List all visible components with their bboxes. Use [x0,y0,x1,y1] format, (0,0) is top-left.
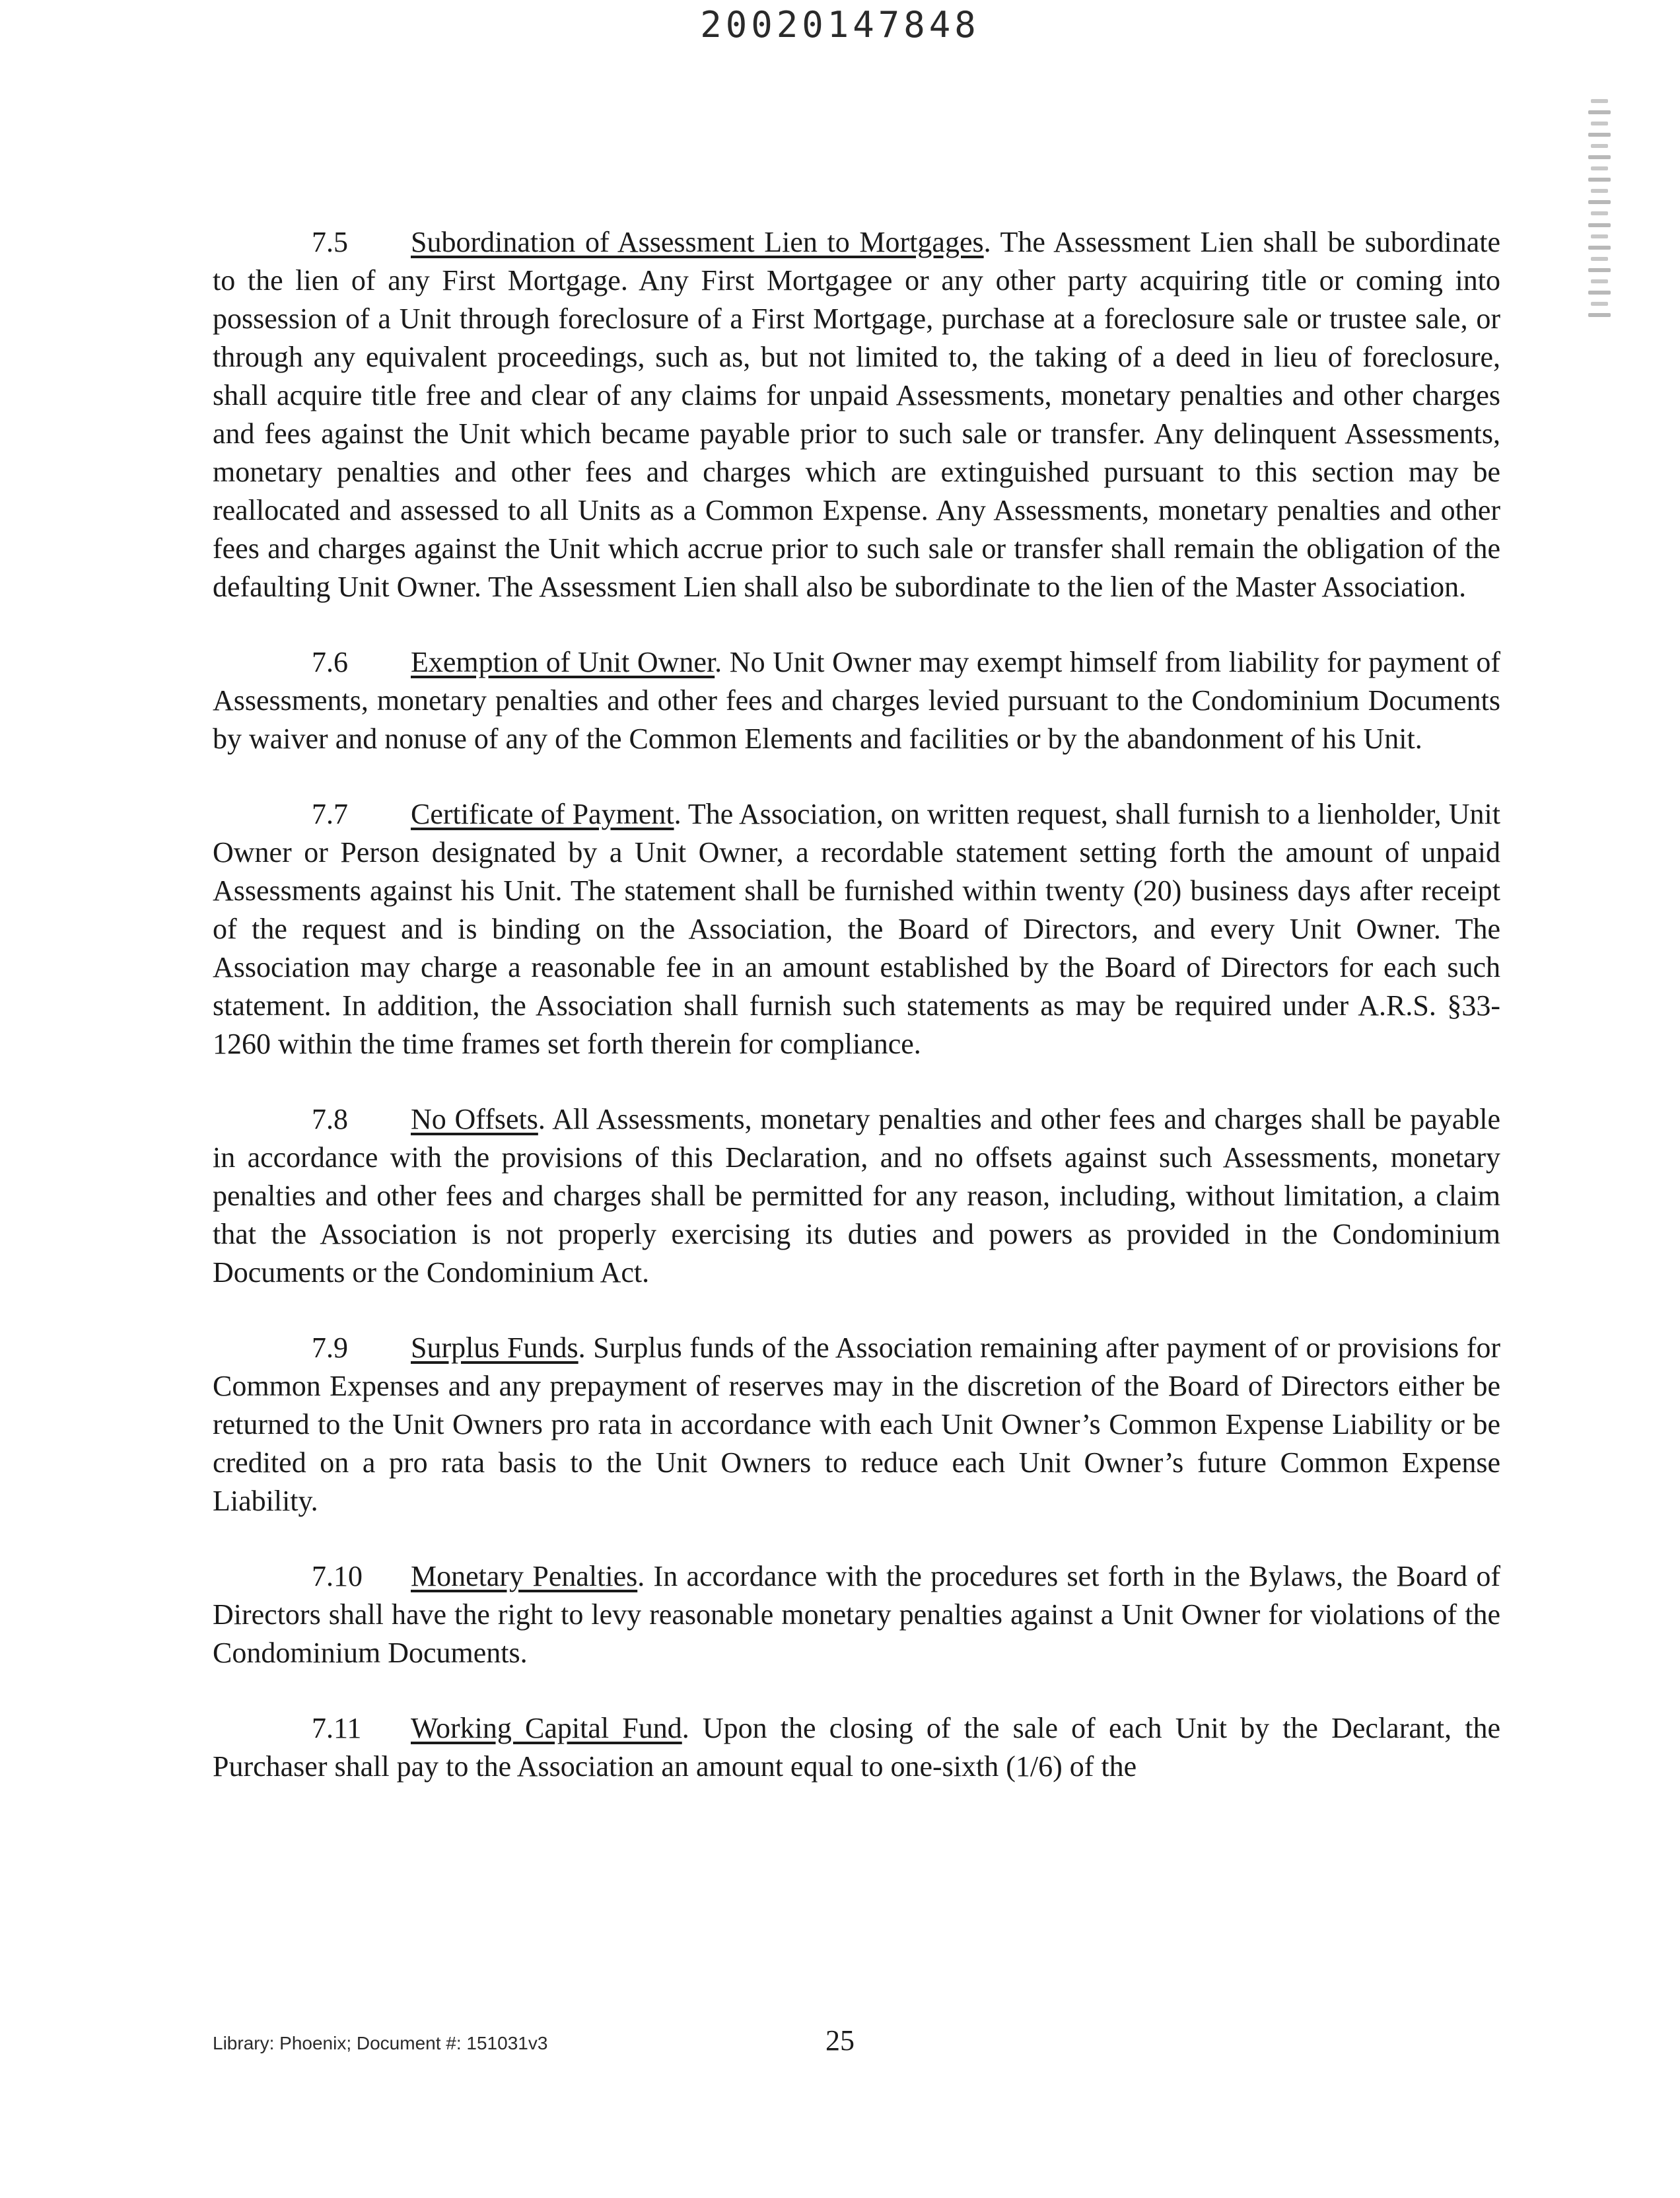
section-text: . All Assessments, monetary penalties and other fees and charges shall be payable in accordance with the provisions of this Declaration, and no offsets against such Assessments, monetary penalties and other fees and charges shall be permitted for any reason, including, without limitation, a claim that the Association is not properly exercising its duties and powers as provided in the Condominium Documents or the Condominium Act. [213,1103,1501,1289]
section-text: . Upon the closing of the sale of each Unit by the Declarant, the Purchaser shall pay to the Association an amount equal to one-sixth (1/6) of the [213,1712,1500,1783]
section-number: 7.9 [312,1331,348,1364]
section-text: . In accordance with the procedures set forth in the Bylaws, the Board of Directors shall have the right to levy reasonable monetary penalties against a Unit Owner for violations of the Condominium Documents. [213,1560,1501,1669]
section-title: Surplus Funds [411,1331,578,1364]
section-title: Working Capital Fund [411,1712,682,1744]
section-text: . The Assessment Lien shall be subordinate to the lien of any First Mortgage. Any First Mortgagee or any other party acquiring title or coming into possession of a Unit through foreclosure of a First Mortgage, purchase at a foreclosure sale or trustee sale, or through any equivalent proceedings, such as, but not limited to, the taking of a deed in lieu of foreclosure, shall acquire title free and clear of any claims for unpaid Assessments, monetary penalties and other charges and fees against the Unit which became payable prior to such sale or transfer. Any delinquent Assessments, monetary penalties and other fees and charges which are extinguished pursuant to this section may be reallocated and assessed to all Units as a Common Expense. Any Assessments, monetary penalties and other fees and charges against the Unit which accrue prior to such sale or transfer shall remain the obligation of the defaulting Unit Owner. The Assessment Lien shall also be subordinate to the lien of the Master Association. [213,226,1500,603]
page-body [213,223,1500,1786]
section-number: 7.10 [312,1560,363,1592]
section-title: Monetary Penalties [411,1560,638,1592]
section-number: 7.7 [312,798,348,830]
section-text: . No Unit Owner may exempt himself from liability for payment of Assessments, monetary penalties and other fees and charges levied pursuant to the Condominium Documents by waiver and nonuse of any of the Common Elements and facilities or by the abandonment of his Unit. [213,646,1501,755]
section-number: 7.6 [312,646,348,678]
section-7-10 [213,1557,1500,1672]
footer-library-ref: Library: Phoenix; Document #: 151031v3 [213,2033,548,2053]
margin-stamp [1580,99,1619,317]
section-7-11 [213,1709,1500,1786]
section-title: Subordination of Assessment Lien to Mortgages [411,226,984,258]
section-text: . The Association, on written request, shall furnish to a lienholder, Unit Owner or Person designated by a Unit Owner, a recordable statement setting forth the amount of unpaid Assessments against his Unit. The statement shall be furnished within twenty (20) business days after receipt of the request and is binding on the Association, the Board of Directors, and every Unit Owner. The Association may charge a reasonable fee in an amount established by the Board of Directors for each such statement. In addition, the Association shall furnish such statements as may be required under A.R.S. §33-1260 within the time frames set forth therein for compliance. [213,798,1500,1060]
section-title: Certificate of Payment [411,798,674,830]
section-7-9 [213,1329,1500,1520]
section-7-5 [213,223,1500,606]
section-7-6 [213,643,1500,758]
recording-number: 20020147848 [700,4,980,46]
section-title: No Offsets [411,1103,538,1135]
section-7-8 [213,1100,1500,1292]
section-number: 7.8 [312,1103,348,1135]
section-title: Exemption of Unit Owner [411,646,715,678]
section-7-7 [213,795,1500,1063]
page-number: 25 [825,2024,855,2057]
section-text: . Surplus funds of the Association remaining after payment of or provisions for Common Expenses and any prepayment of reserves may in the discretion of the Board of Directors either be returned to the Unit Owners pro rata in accordance with each Unit Owner’s Common Expense Liability or be credited on a pro rata basis to the Unit Owners to reduce each Unit Owner’s future Common Expense Liability. [213,1331,1500,1517]
section-number: 7.5 [312,226,348,258]
section-number: 7.11 [312,1712,362,1744]
